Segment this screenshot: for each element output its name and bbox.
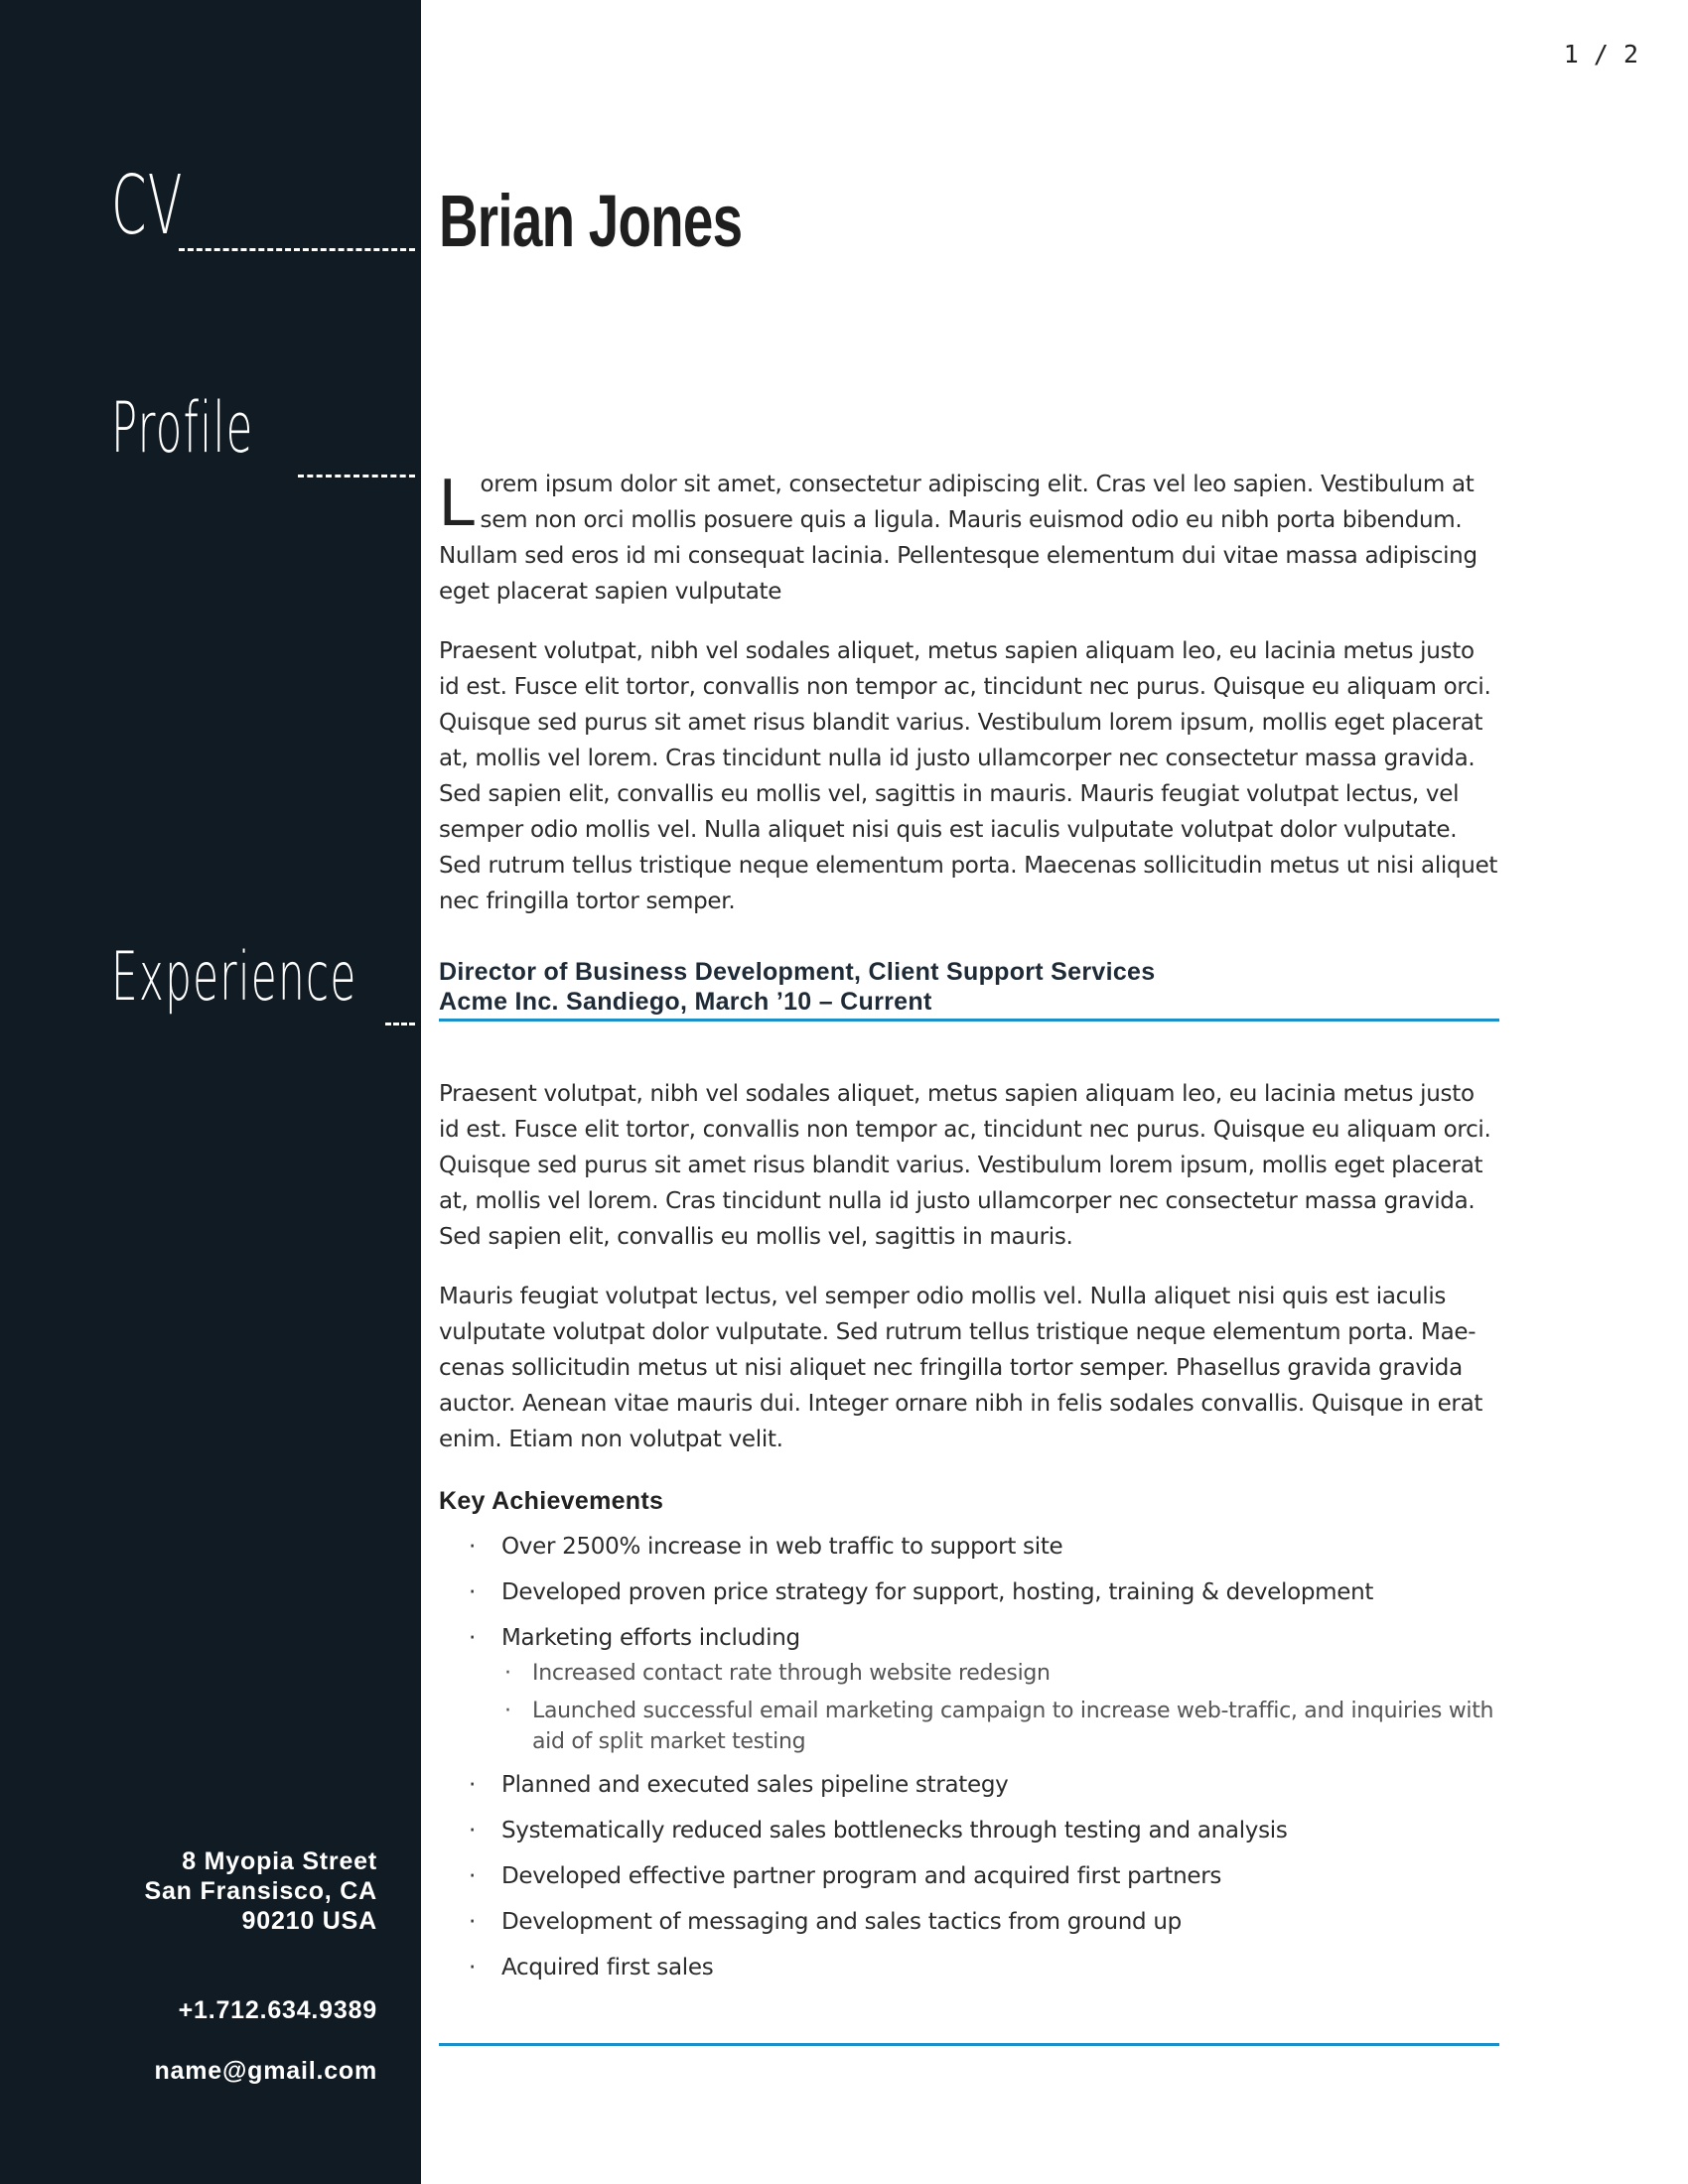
- page-number: 1 / 2: [1563, 40, 1638, 68]
- list-item: · Development of messaging and sales tactics from ground up: [439, 1904, 1501, 1940]
- list-item: · Systematically reduced sales bottlenecks through testing and analysis: [439, 1813, 1501, 1848]
- profile-label: Profile: [111, 387, 254, 469]
- list-item: · Developed proven price strategy for support, hosting, training & development: [439, 1574, 1501, 1610]
- profile-paragraph-1-text: orem ipsum dolor sit amet, consectetur adipiscing elit. Cras vel leo sapien. Vestibulum at sem non orci mollis posuere quis a ligula. Mauris euismod odio eu nibh porta bibendum. Nullam sed eros id mi consequat lacinia. Pellentesque elementum dui vitae massa adipiscing eget placerat sapien vulputate: [439, 472, 1477, 605]
- dropcap: L: [439, 465, 477, 540]
- address-line-2: San Fransisco, CA: [144, 1877, 377, 1905]
- profile-paragraph-2: Praesent volutpat, nibh vel sodales aliquet, metus sapien aliquam leo, eu lacinia metus justo id est. Fusce elit tortor, convallis non tempor ac, tincidunt nec purus. Quisque eu aliquam orci. Quisque sed purus sit amet risus blandit varius. Vestibulum lorem ipsum, mollis eget placerat at, mollis vel lorem. Cras tincidunt nulla id justo ullamcorper nec consectetur massa gravida. Sed sapien elit, convallis eu mollis vel, sagittis in mauris. Mauris feugiat volutpat lectus, vel semper odio mollis vel. Nulla aliquet nisi quis est iaculis vulputate volutpat dolor vulputate. Sed rutrum tellus tristique neque elementum porta. Maecenas sollicitudin metus ut nisi aliquet nec fringilla tortor semper.: [439, 638, 1498, 914]
- experience-dashes: [385, 1023, 415, 1025]
- experience-label: Experience: [111, 938, 357, 1017]
- section-end-divider: [439, 2043, 1499, 2046]
- list-item: · Planned and executed sales pipeline strategy: [439, 1767, 1501, 1803]
- job-title: Director of Business Development, Client Support Services: [439, 958, 1156, 986]
- address-block: [20, 1846, 377, 1936]
- cv-label: CV: [111, 159, 184, 253]
- address-line-1: 8 Myopia Street: [182, 1847, 377, 1875]
- job-meta: Acme Inc. Sandiego, March ’10 – Current: [439, 988, 932, 1016]
- job-divider: [439, 1019, 1499, 1022]
- profile-paragraph-1: [439, 467, 1501, 610]
- sub-list-item: · Increased contact rate through website redesign: [501, 1658, 1501, 1689]
- job-header: [439, 957, 1501, 1017]
- address-line-3: 90210 USA: [241, 1907, 377, 1935]
- profile-section: [439, 467, 1501, 919]
- sub-list-item: · Launched successful email marketing campaign to increase web-traffic, and inquiries with aid of split market testing: [501, 1696, 1501, 1757]
- experience-section: [439, 1076, 1501, 1995]
- phone-number[interactable]: +1.712.634.9389: [178, 1996, 377, 2024]
- list-item: · Over 2500% increase in web traffic to support site: [439, 1529, 1501, 1565]
- list-item: [439, 1620, 1501, 1757]
- experience-paragraph-2: Mauris feugiat volutpat lectus, vel semper odio mollis vel. Nulla aliquet nisi quis est iaculis vulputate volutpat dolor vulputate. Sed rutrum tellus tristique neque elementum porta. Mae-cenas sollicitudin metus ut nisi aliquet nec fringilla tortor semper. Phasellus gravida gravida auctor. Aenean vitae mauris dui. Integer ornare nibh in felis sodales convallis. Quisque in erat enim. Etiam non volutpat velit.: [439, 1284, 1483, 1452]
- list-item: · Developed effective partner program and acquired first partners: [439, 1858, 1501, 1894]
- sub-achievements-list: [501, 1658, 1501, 1757]
- profile-dashes: [298, 475, 415, 478]
- achievements-list: [439, 1529, 1501, 1985]
- candidate-name: Brian Jones: [439, 180, 743, 262]
- cv-dashes: [179, 248, 415, 251]
- list-item-text: Marketing efforts including: [501, 1625, 800, 1651]
- email-address[interactable]: name@gmail.com: [154, 2057, 377, 2085]
- experience-paragraph-1: Praesent volutpat, nibh vel sodales aliquet, metus sapien aliquam leo, eu lacinia metus justo id est. Fusce elit tortor, convallis non tempor ac, tincidunt nec purus. Quisque eu aliquam orci. Quisque sed purus sit amet risus blandit varius. Vestibulum lorem ipsum, mollis eget placerat at, mollis vel lorem. Cras tincidunt nulla id justo ullamcorper nec consectetur massa gravida. Sed sapien elit, convallis eu mollis vel, sagittis in mauris.: [439, 1081, 1491, 1250]
- list-item: · Acquired first sales: [439, 1950, 1501, 1985]
- key-achievements-heading: Key Achievements: [439, 1487, 664, 1515]
